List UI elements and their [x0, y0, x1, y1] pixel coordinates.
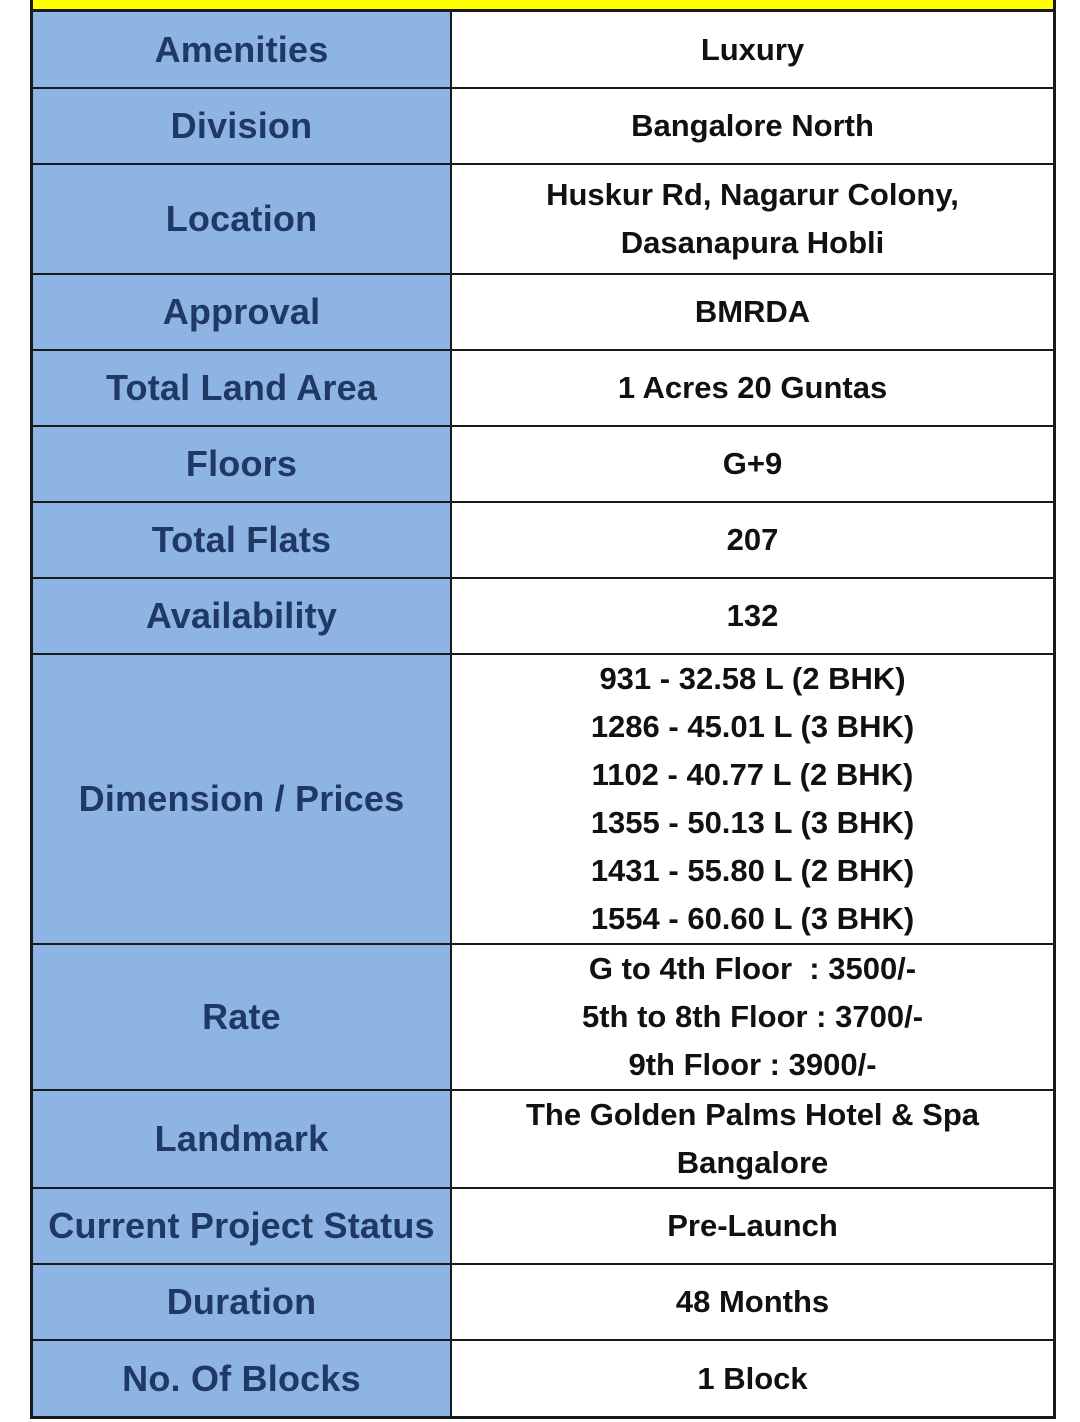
value-line: 1554 - 60.60 L (3 BHK) [590, 901, 915, 936]
value-line: 1102 - 40.77 L (2 BHK) [591, 757, 914, 792]
value-line: 1355 - 50.13 L (3 BHK) [590, 805, 915, 840]
row-value-total-flats [451, 502, 1053, 578]
project-details-table-frame [30, 12, 1056, 1419]
value-line: Luxury [700, 31, 805, 67]
row-label-no-of-blocks: No. Of Blocks [33, 1340, 451, 1416]
table-row [33, 1264, 1053, 1340]
row-label-landmark: Landmark [33, 1090, 451, 1188]
value-line: 1 Block [697, 1360, 808, 1396]
table-row [33, 164, 1053, 274]
table-row [33, 944, 1053, 1090]
table-row [33, 12, 1053, 88]
row-label-approval: Approval [33, 274, 451, 350]
row-label-floors: Floors [33, 426, 451, 502]
row-value-approval [451, 274, 1053, 350]
value-line: Pre-Launch [667, 1208, 838, 1243]
row-value-availability [451, 578, 1053, 654]
value-line: The Golden Palms Hotel & Spa [525, 1097, 980, 1132]
row-label-total-flats: Total Flats [33, 502, 451, 578]
table-row [33, 274, 1053, 350]
row-value-no-of-blocks [451, 1340, 1053, 1416]
value-line: G to 4th Floor : 3500/- [588, 951, 917, 986]
table-row [33, 578, 1053, 654]
row-value-rate [451, 944, 1053, 1090]
row-value-landmark [451, 1090, 1053, 1188]
table-row [33, 88, 1053, 164]
row-value-total-land-area [451, 350, 1053, 426]
table-row [33, 502, 1053, 578]
row-label-current-project-status: Current Project Status [33, 1188, 451, 1264]
row-value-duration [451, 1264, 1053, 1340]
row-value-division [451, 88, 1053, 164]
value-line: Dasanapura Hobli [620, 225, 885, 260]
value-line: 9th Floor : 3900/- [628, 1047, 877, 1082]
row-value-dimension-prices [451, 654, 1053, 944]
row-label-rate: Rate [33, 944, 451, 1090]
row-label-availability: Availability [33, 578, 451, 654]
value-line: Bangalore North [631, 108, 874, 143]
value-line: 132 [726, 598, 779, 633]
value-line: BMRDA [694, 294, 811, 329]
row-value-amenities [451, 12, 1053, 88]
top-yellow-strip [30, 0, 1056, 12]
table-row [33, 1090, 1053, 1188]
row-label-dimension-prices: Dimension / Prices [33, 654, 451, 944]
table-row [33, 426, 1053, 502]
value-line: 207 [726, 522, 779, 557]
project-details-table [33, 12, 1053, 1416]
value-line: 5th to 8th Floor : 3700/- [581, 999, 924, 1034]
table-row [33, 350, 1053, 426]
row-value-location [451, 164, 1053, 274]
row-value-current-project-status [451, 1188, 1053, 1264]
row-label-location: Location [33, 164, 451, 274]
row-label-amenities: Amenities [33, 12, 451, 88]
row-label-division: Division [33, 88, 451, 164]
value-line: 1431 - 55.80 L (2 BHK) [590, 853, 915, 888]
table-row [33, 1340, 1053, 1416]
value-line: Huskur Rd, Nagarur Colony, [546, 177, 959, 212]
row-label-total-land-area: Total Land Area [33, 350, 451, 426]
row-label-duration: Duration [33, 1264, 451, 1340]
row-value-floors [451, 426, 1053, 502]
value-line: 48 Months [675, 1284, 830, 1319]
value-line: 1286 - 45.01 L (3 BHK) [590, 709, 915, 744]
value-line: G+9 [722, 446, 783, 481]
value-line: 1 Acres 20 Guntas [617, 370, 888, 405]
table-row [33, 1188, 1053, 1264]
value-line: 931 - 32.58 L (2 BHK) [599, 661, 906, 696]
table-row [33, 654, 1053, 944]
value-line: Bangalore [676, 1145, 829, 1180]
